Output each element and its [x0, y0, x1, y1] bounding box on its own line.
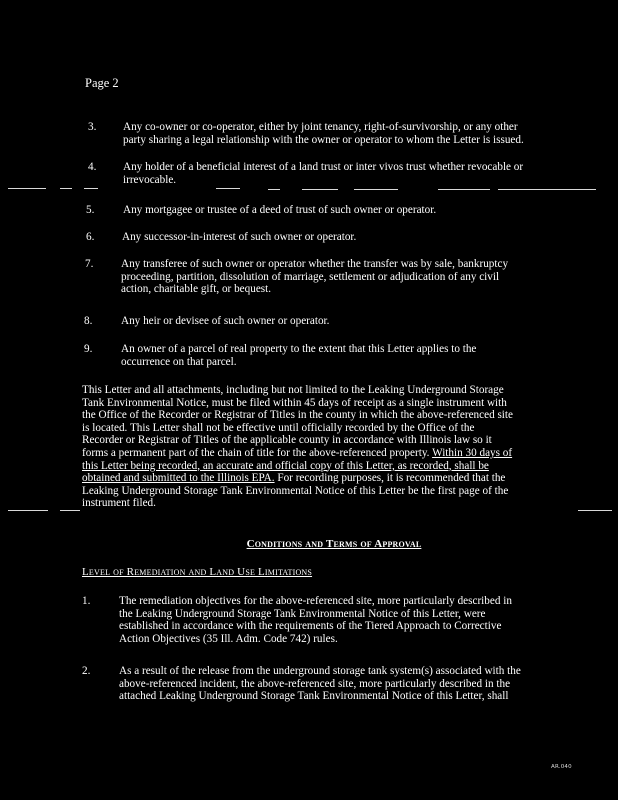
underlined-text: Within 30 days of	[432, 446, 513, 459]
item-text-line: party sharing a legal relationship with the owner or operator to whom the Letter is issued.	[123, 133, 524, 146]
item-text-line: Any holder of a beneficial interest of a land trust or inter vivos trust whether revocable or	[123, 161, 524, 173]
paragraph-line: instrument filed.	[82, 497, 156, 510]
scan-artifact-line	[578, 510, 612, 511]
item-number: 2.	[82, 665, 91, 677]
item-text-line: action, charitable gift, or bequest.	[121, 283, 272, 296]
paragraph-text: For recording purposes, it is recommended that the	[274, 472, 506, 485]
section-heading: Conditions and Terms of Approval	[246, 538, 422, 550]
paragraph-text: forms a permanent part of the chain of title for the above-referenced property.	[82, 446, 433, 459]
item-number: 5.	[86, 204, 95, 216]
item-text-line: An owner of a parcel of real property to the extent that this Letter applies to the	[121, 343, 477, 355]
paragraph-line: the Office of the Recorder or Registrar of Titles in the county in which the above-referenced site	[82, 409, 513, 422]
item-text-line: above-referenced incident, the above-referenced site, more particularly described in the	[119, 677, 511, 690]
underlined-text: obtained and submitted to the Illinois EPA.	[82, 472, 275, 485]
item-number: 7.	[85, 258, 94, 270]
item-number: 6.	[86, 231, 95, 243]
scan-artifact-line	[268, 189, 280, 190]
scan-artifact-line	[84, 188, 98, 189]
item-text-line: Any transferee of such owner or operator whether the transfer was by sale, bankruptcy	[121, 258, 509, 270]
scan-artifact-line	[354, 189, 398, 190]
scan-artifact-line	[60, 188, 72, 189]
item-number: 3.	[88, 121, 97, 133]
scan-artifact-line	[498, 189, 596, 190]
item-number: 8.	[84, 315, 93, 327]
page-number: Page 2	[85, 76, 119, 90]
scan-artifact-line	[8, 188, 46, 189]
item-number: 4.	[88, 161, 97, 173]
item-text-line: Action Objectives (35 Ill. Adm. Code 742) rules.	[119, 632, 338, 645]
paragraph-line: Recorder or Registrar of Titles of the applicable county in accordance with Illinois law so it	[82, 434, 492, 447]
item-text-line: the Leaking Underground Storage Tank Environmental Notice of this Letter, were	[119, 607, 486, 620]
scan-artifact-line	[302, 189, 338, 190]
item-text-line: Any co-owner or co-operator, either by joint tenancy, right-of-survivorship, or any other	[123, 121, 518, 133]
item-text-line: proceeding, partition, dissolution of marriage, settlement or adjudication of any civil	[121, 270, 500, 283]
document-code: AR.040	[551, 764, 572, 770]
paragraph-line: Tank Environmental Notice, must be filed within 45 days of receipt as a single instrument with	[82, 396, 507, 409]
filing-paragraph	[82, 384, 588, 510]
scan-artifact-line	[216, 188, 240, 189]
item-number: 9.	[84, 343, 93, 355]
item-text-line: As a result of the release from the underground storage tank system(s) associated with the	[119, 665, 521, 677]
item-text-line: The remediation objectives for the above-referenced site, more particularly described in	[119, 595, 512, 607]
item-text-line: irrevocable.	[123, 173, 177, 186]
scan-artifact-line	[60, 510, 80, 511]
scan-artifact-line	[8, 510, 48, 511]
item-text-line: occurrence on that parcel.	[121, 355, 237, 368]
underlined-text: this Letter being recorded, an accurate and official copy of this Letter, as recorded, shall be	[82, 459, 489, 472]
item-text-line: Any heir or devisee of such owner or operator.	[121, 315, 330, 327]
subsection-heading: Level of Remediation and Land Use Limitations	[82, 566, 313, 578]
scan-artifact-line	[438, 189, 490, 190]
paragraph-line: This Letter and all attachments, including but not limited to the Leaking Underground Storage	[82, 384, 504, 396]
item-text-line: Any mortgagee or trustee of a deed of trust of such owner or operator.	[123, 204, 437, 216]
item-text-line: attached Leaking Underground Storage Tank Environmental Notice of this Letter, shall	[119, 690, 509, 703]
item-text-line: Any successor-in-interest of such owner or operator.	[122, 231, 357, 243]
item-number: 1.	[82, 595, 91, 607]
paragraph-line: is located. This Letter shall not be effective until officially recorded by the Office of the	[82, 421, 475, 434]
paragraph-line	[82, 447, 588, 460]
paragraph-line	[82, 472, 588, 485]
item-text-line: established in accordance with the requirements of the Tiered Approach to Corrective	[119, 620, 502, 633]
paragraph-line: Leaking Underground Storage Tank Environmental Notice of this Letter be the first page of the	[82, 484, 509, 497]
